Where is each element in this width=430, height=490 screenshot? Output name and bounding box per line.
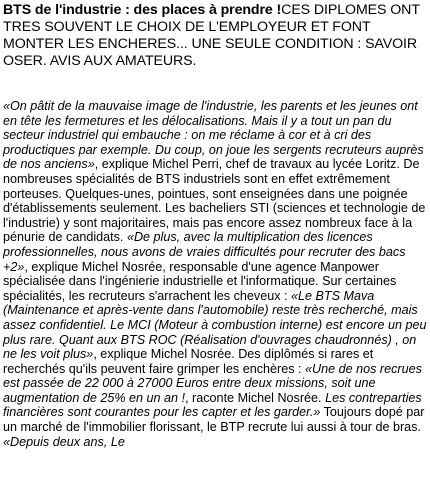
article-body [3,99,427,449]
quote-segment: «Depuis deux ans, Le [3,434,125,449]
text-segment: Toujours dopé par un marché de l'immobilier florissant, le BTP recrute lui aussi à tour de bras. [3,405,425,435]
headline-lead: CES DIPLOMES ONT TRES SOUVENT LE CHOIX DE L'EMPLOYEUR ET FONT MONTER LES ENCHERES... UNE SEULE CONDITION : SAVOIR OSER. AVIS AUX AMATEURS. [3,2,420,69]
text-segment: , explique Michel Nosrée, responsable d'une agence Manpower spécialisée dans l'ingénierie industrielle et l'informatique. Sur certaines spécialités, les recruteurs s'arrachent les cheveux : [3,259,397,303]
section-gap [3,70,427,99]
quote-segment: Les contreparties financières sont courantes pour les capter et les garder.» [3,390,422,420]
text-segment: , explique Michel Nosrée. Des diplômés si rares et recherchés qu'ils peuvent faire grimper les enchères : [3,347,374,376]
text-segment: , raconte Michel Nosrée. [185,390,326,405]
document-page [3,2,427,449]
quote-segment: «Le BTS Mava (Maintenance et après-vente dans l'automobile) reste très recherché, mais assez confidentiel. Le MCI (Moteur à combustion interne) est encore un peu plus rare. Quant aux BTS ROC (Réalisation d'ouvrages chaudronnés) , on ne les voit plus» [3,288,427,362]
text-segment: , explique Michel Perri, chef de travaux au lycée Loritz. De nombreuses spécialités de BTS industriels sont en effet extrêmement porteuses. Quelques-unes, pointues, sont enseignées dans une poignée d'établissements seulement. Les bacheliers STI (sciences et technologie de l'industrie) y sont majoritaires, mais pas encore assez nombreux face à la pénurie de candidats. [3,157,426,245]
headline-title: BTS de l'industrie : des places à prendre ! [3,2,282,18]
article-headline [3,2,427,70]
quote-segment: «De plus, avec la multiplication des licences professionnelles, nous avons de vraies difficultés pour recruter des bacs +2» [3,230,406,274]
quote-segment: «On pâtit de la mauvaise image de l'industrie, les parents et les jeunes ont en tête les fermetures et les délocalisations. Mais il y a tout un pan du secteur industriel qui embauche : on me réclame à cor et à cri des productiques par exemple. Du coup, on joue les sergents recruteurs auprès de nos anciens» [3,99,424,172]
quote-segment: «Une de nos recrues est passée de 22 000 à 27000 Euros entre deux missions, soit une augmentation de 25% en un an ! [3,361,422,405]
